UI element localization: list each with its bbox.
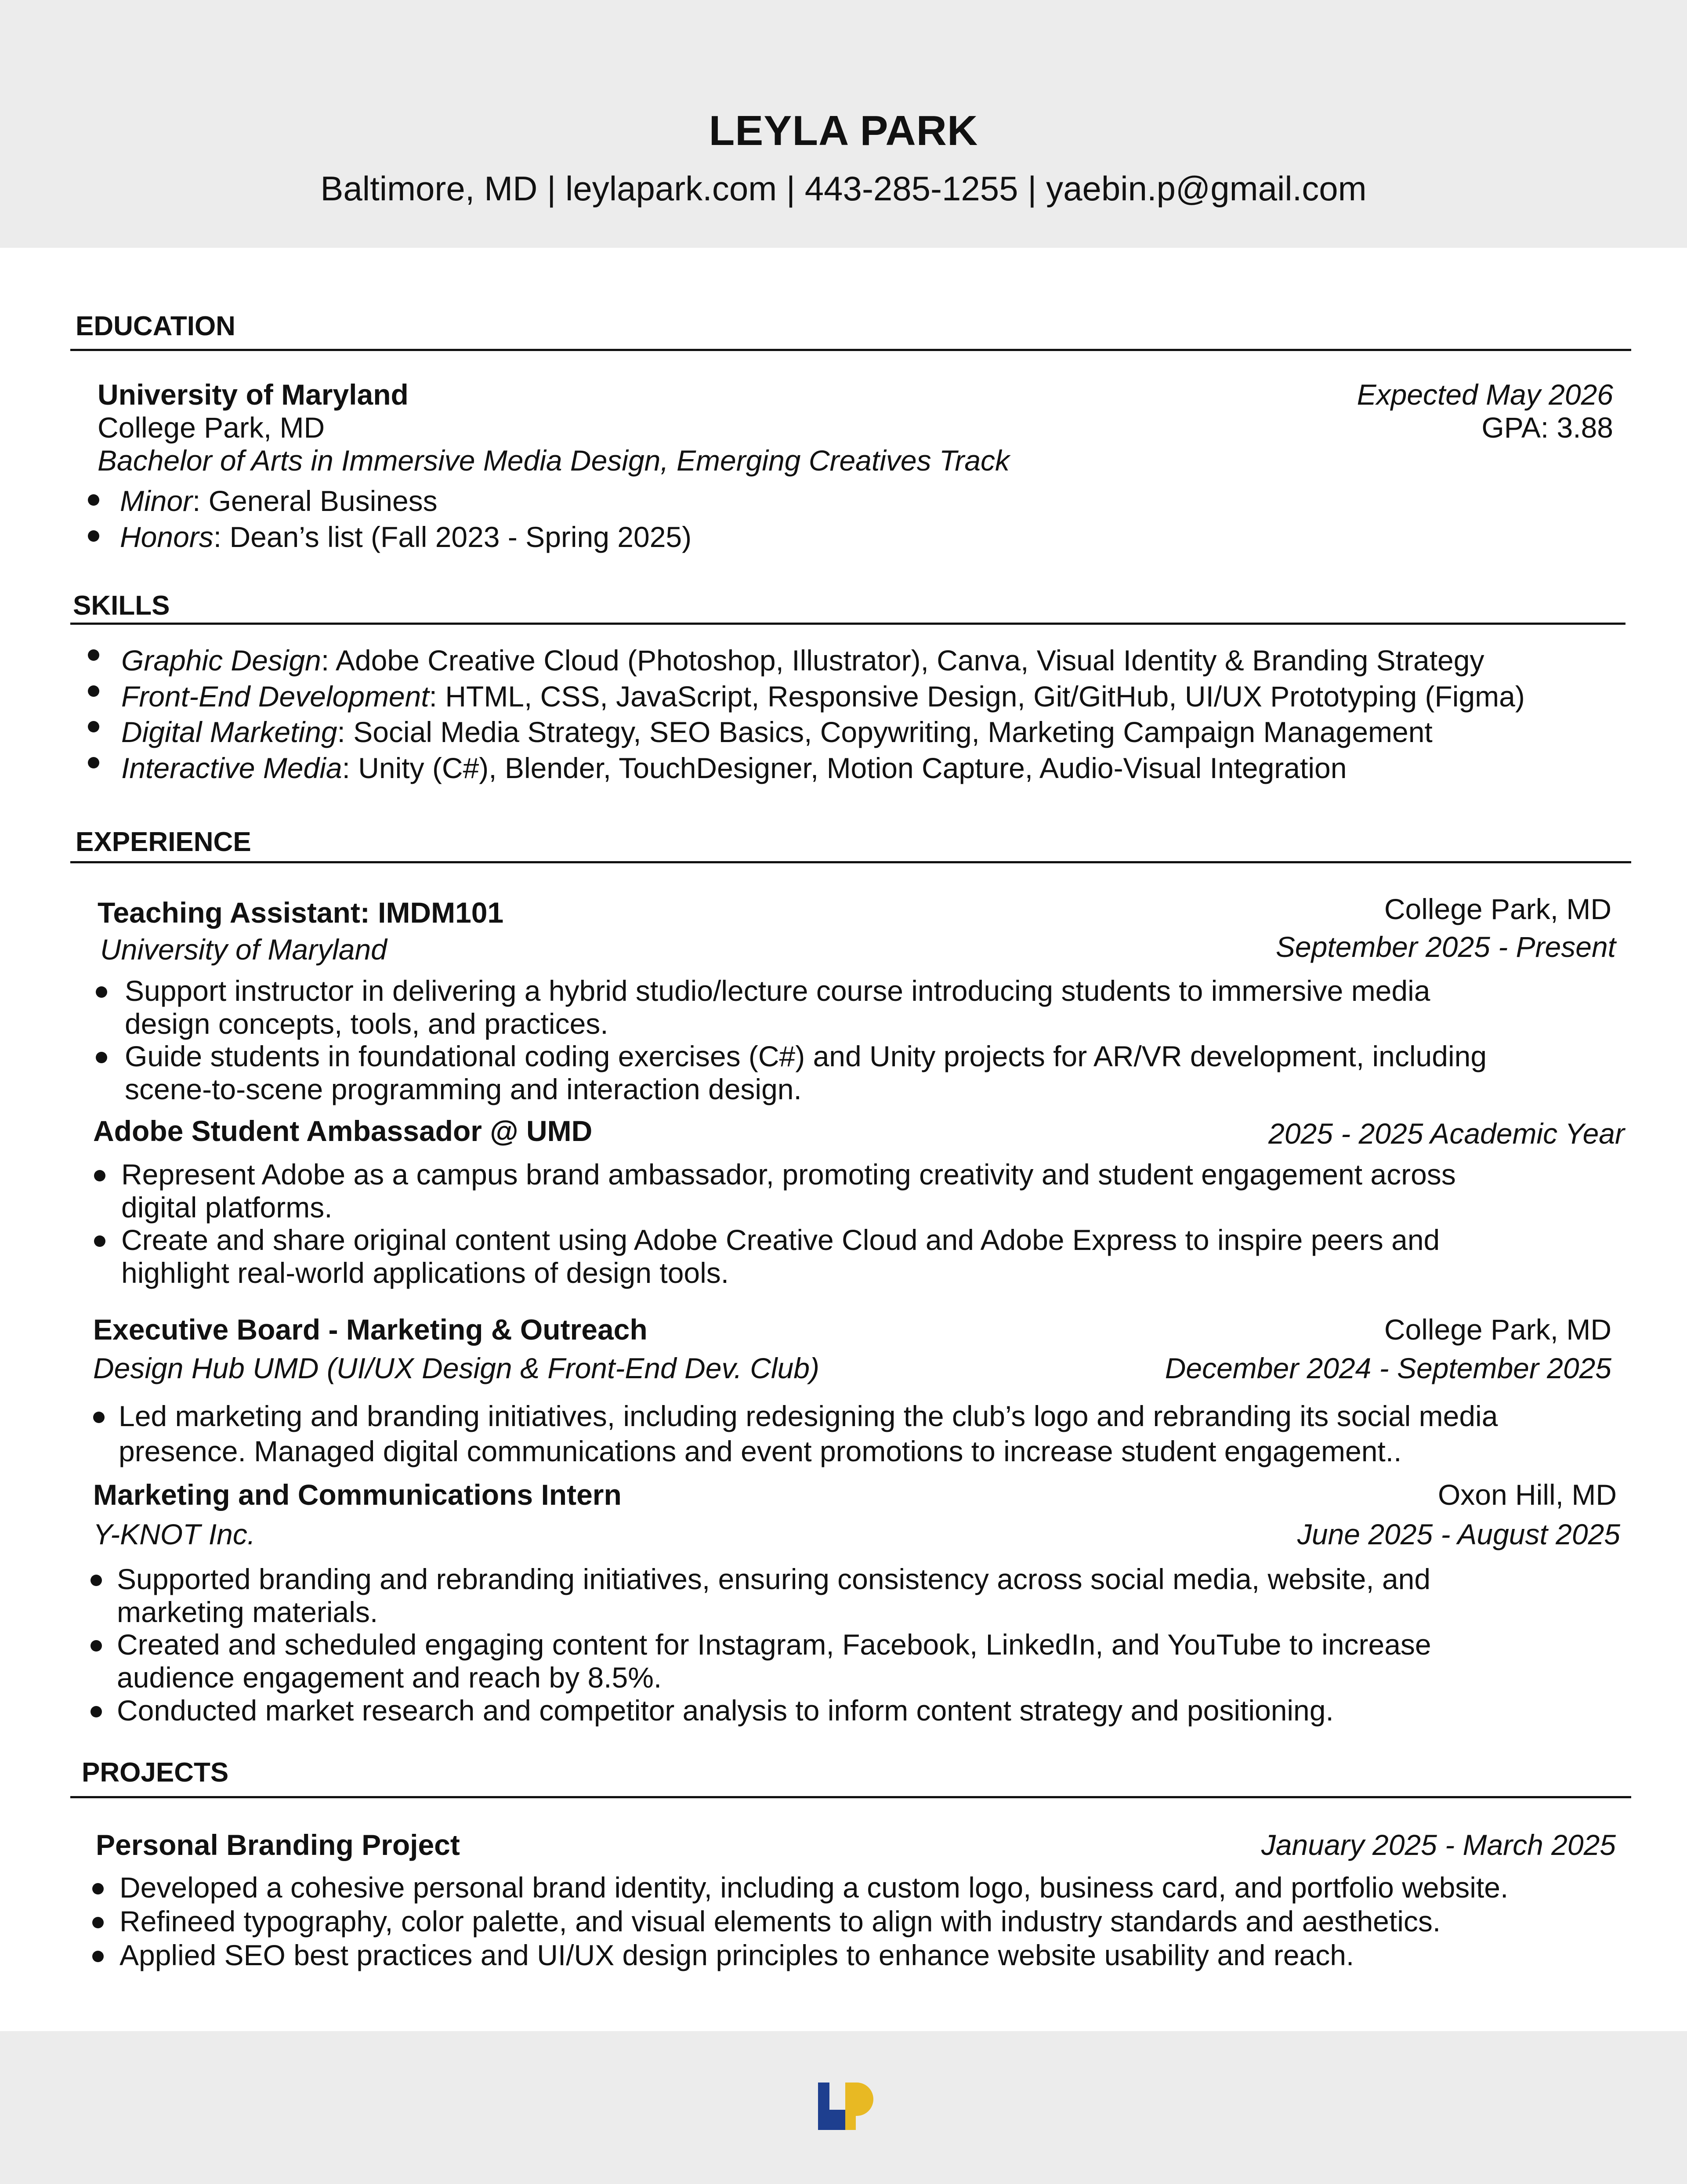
candidate-name: LEYLA PARK xyxy=(709,107,978,154)
list-item: Developed a cohesive personal brand identity, including a custom logo, business card, and portfolio website. xyxy=(119,1871,1509,1904)
bullet xyxy=(91,1706,102,1717)
bullet xyxy=(88,757,99,768)
job-dates: December 2024 - September 2025 xyxy=(1165,1352,1611,1384)
job-dates: June 2025 - August 2025 xyxy=(1297,1518,1620,1550)
job-title: Marketing and Communications Intern xyxy=(93,1478,622,1511)
section-title-skills: SKILLS xyxy=(73,590,170,621)
bullet xyxy=(91,1640,102,1652)
list-item: Represent Adobe as a campus brand ambassador, promoting creativity and student engagement across xyxy=(121,1158,1456,1191)
list-item-cont: digital platforms. xyxy=(121,1191,333,1224)
section-title-projects: PROJECTS xyxy=(82,1757,229,1788)
section-title-experience: EXPERIENCE xyxy=(76,827,251,857)
job-org: Design Hub UMD (UI/UX Design & Front-End Dev. Club) xyxy=(93,1352,819,1384)
bullet xyxy=(88,649,99,661)
expected-date: Expected May 2026 xyxy=(1357,378,1613,411)
list-item: Honors: Dean’s list (Fall 2023 - Spring 2025) xyxy=(120,521,692,553)
list-item-cont: presence. Managed digital communications and event promotions to increase student engagement.. xyxy=(119,1435,1402,1467)
bullet xyxy=(92,1883,104,1894)
project-dates: January 2025 - March 2025 xyxy=(1261,1829,1616,1861)
list-item: Conducted market research and competitor analysis to inform content strategy and positioning. xyxy=(117,1694,1334,1727)
bullet xyxy=(88,685,99,697)
section-divider xyxy=(70,861,1631,863)
job-dates: 2025 - 2025 Academic Year xyxy=(1268,1117,1625,1150)
contact-line: Baltimore, MD | leylapark.com | 443-285-1255 | yaebin.p@gmail.com xyxy=(320,169,1367,208)
job-location: Oxon Hill, MD xyxy=(1437,1478,1617,1511)
bullet xyxy=(92,1951,104,1962)
lp-logo-icon xyxy=(818,2083,873,2130)
list-item: Applied SEO best practices and UI/UX design principles to enhance website usability and reach. xyxy=(119,1939,1354,1971)
header-band xyxy=(0,0,1687,248)
school-name: University of Maryland xyxy=(98,378,409,411)
section-divider xyxy=(70,1796,1631,1798)
list-item: Support instructor in delivering a hybrid studio/lecture course introducing students to immersive media xyxy=(125,974,1430,1007)
job-location: College Park, MD xyxy=(1384,1313,1611,1346)
list-item-cont: design concepts, tools, and practices. xyxy=(125,1007,608,1040)
list-item: Led marketing and branding initiatives, including redesigning the club’s logo and rebranding its social media xyxy=(119,1400,1498,1432)
bullet xyxy=(96,986,107,998)
bullet xyxy=(94,1170,105,1181)
list-item: Created and scheduled engaging content for Instagram, Facebook, LinkedIn, and YouTube to increase xyxy=(117,1628,1431,1661)
job-org: University of Maryland xyxy=(100,933,387,966)
list-item: Refineed typography, color palette, and visual elements to align with industry standards and aesthetics. xyxy=(119,1905,1441,1938)
job-title: Executive Board - Marketing & Outreach xyxy=(93,1313,648,1346)
list-item: Supported branding and rebranding initiatives, ensuring consistency across social media, website, and xyxy=(117,1563,1431,1595)
job-title: Adobe Student Ambassador @ UMD xyxy=(93,1115,593,1147)
project-name: Personal Branding Project xyxy=(96,1829,460,1861)
job-dates: September 2025 - Present xyxy=(1275,931,1616,963)
gpa: GPA: 3.88 xyxy=(1481,411,1613,444)
bullet xyxy=(94,1235,105,1247)
list-item: Guide students in foundational coding exercises (C#) and Unity projects for AR/VR development, including xyxy=(125,1040,1487,1072)
list-item: Digital Marketing: Social Media Strategy, SEO Basics, Copywriting, Marketing Campaign Management xyxy=(121,716,1433,748)
section-divider xyxy=(70,349,1631,351)
list-item-cont: scene-to-scene programming and interaction design. xyxy=(125,1073,802,1105)
bullet xyxy=(88,494,99,506)
bullet xyxy=(96,1052,107,1063)
degree: Bachelor of Arts in Immersive Media Design, Emerging Creatives Track xyxy=(98,444,1010,477)
section-title-education: EDUCATION xyxy=(76,311,235,341)
bullet xyxy=(91,1575,102,1586)
list-item: Create and share original content using Adobe Creative Cloud and Adobe Express to inspire peers and xyxy=(121,1224,1440,1256)
bullet xyxy=(92,1917,104,1928)
bullet xyxy=(88,721,99,732)
bullet xyxy=(88,530,99,542)
section-divider xyxy=(70,623,1625,625)
school-location: College Park, MD xyxy=(98,411,325,444)
list-item-cont: marketing materials. xyxy=(117,1596,378,1628)
list-item-cont: highlight real-world applications of design tools. xyxy=(121,1257,729,1289)
bullet xyxy=(93,1412,105,1423)
job-org: Y-KNOT Inc. xyxy=(93,1518,256,1550)
job-title: Teaching Assistant: IMDM101 xyxy=(98,896,504,929)
list-item-cont: audience engagement and reach by 8.5%. xyxy=(117,1661,662,1694)
list-item: Front-End Development: HTML, CSS, JavaScript, Responsive Design, Git/GitHub, UI/UX Prototyping (Figma) xyxy=(121,680,1525,713)
list-item: Minor: General Business xyxy=(120,485,438,517)
job-location: College Park, MD xyxy=(1384,893,1611,925)
list-item: Interactive Media: Unity (C#), Blender, TouchDesigner, Motion Capture, Audio-Visual Integration xyxy=(121,752,1347,784)
list-item: Graphic Design: Adobe Creative Cloud (Photoshop, Illustrator), Canva, Visual Identity & Branding Strategy xyxy=(121,644,1484,677)
